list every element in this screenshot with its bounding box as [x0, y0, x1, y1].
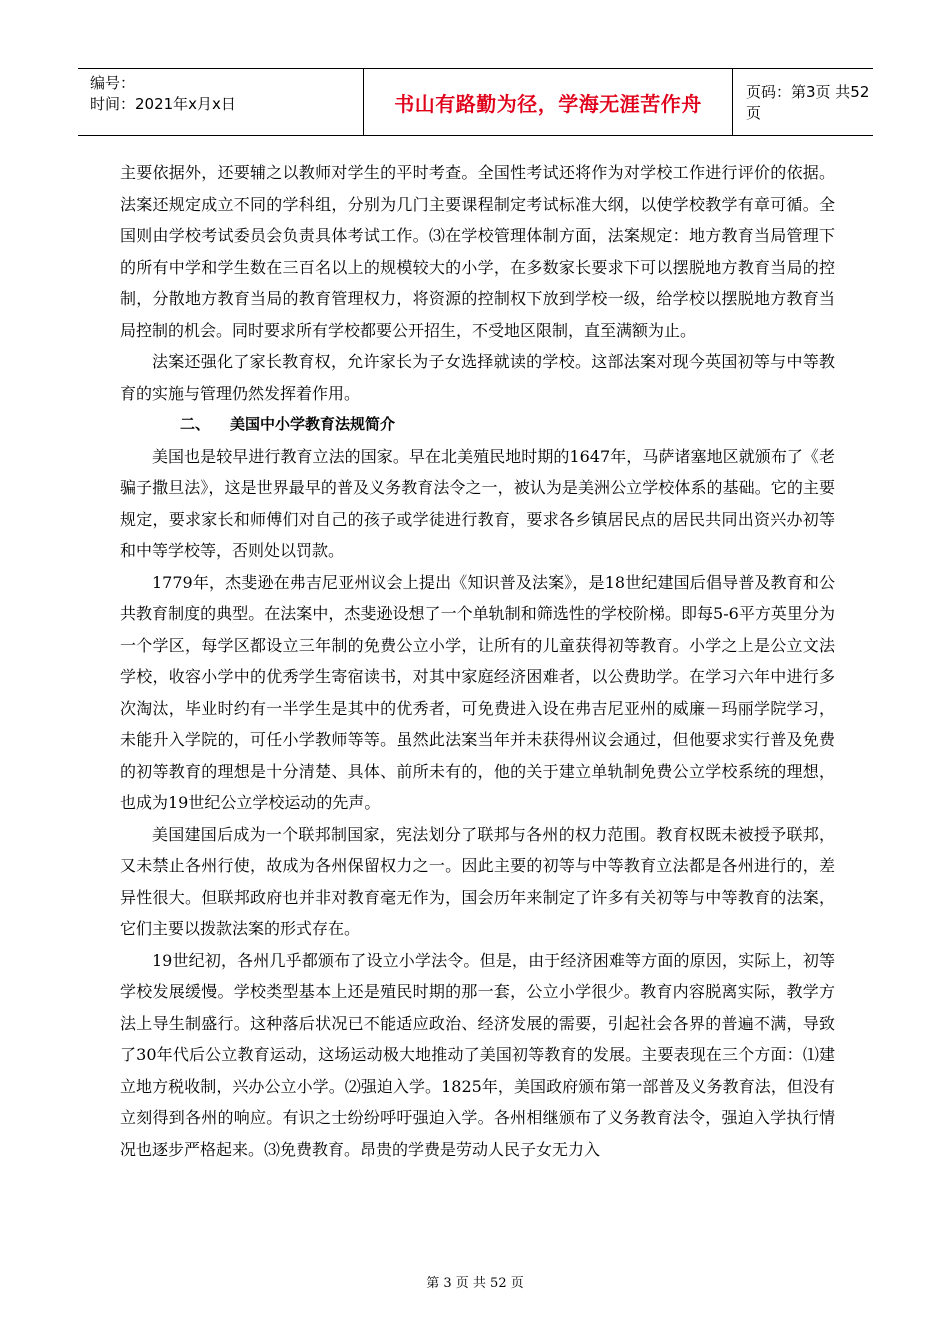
page-footer: 第 3 页 共 52 页 [426, 1276, 524, 1291]
paragraph-5: 美国建国后成为一个联邦制国家，宪法划分了联邦与各州的权力范围。教育权既未被授予联邦，又未禁止各州行使，故成为各州保留权力之一。因此主要的初等与中等教育立法都是各州进行的，差异性很大。但联邦政府也并非对教育毫无作为，国会历年来制定了许多有关初等与中等教育的法案，它们主要以拨款法案的形式存在。 [120, 824, 835, 938]
doc-code-label: 编号： [90, 74, 136, 92]
doc-date: 时间：2021年x月x日 [90, 95, 236, 113]
section-heading [120, 409, 835, 441]
motto-text: 书山有路勤为径，学海无涯苦作舟 [394, 91, 702, 116]
header-motto-cell [363, 69, 733, 135]
paragraph-4: 1779年，杰斐逊在弗吉尼亚州议会上提出《知识普及法案》，是18世纪建国后倡导普及教育和公共教育制度的典型。在法案中，杰斐逊设想了一个单轨制和筛选性的学校阶梯。即每5-6平方英里分为一个学区，每学区都设立三年制的免费公立小学，让所有的儿童获得初等教育。小学之上是公立文法学校，收容小学中的优秀学生寄宿读书，对其中家庭经济困难者，以公费助学。在学习六年中进行多次淘汰，毕业时约有一半学生是其中的优秀者，可免费进入设在弗吉尼亚州的威廉－玛丽学院学习，未能升入学院的，可任小学教师等等。虽然此法案当年并未获得州议会通过，但他要求实行普及免费的初等教育的理想是十分清楚、具体、前所未有的，他的关于建立单轨制免费公立学校系统的理想，也成为19世纪公立学校运动的先声。 [120, 572, 835, 812]
section-heading-number: 二、 [180, 415, 211, 433]
header-left [90, 73, 290, 115]
paragraph-1: 主要依据外，还要辅之以教师对学生的平时考查。全国性考试还将作为对学校工作进行评价的依据。法案还规定成立不同的学科组，分别为几门主要课程制定考试标准大纲，以使学校教学有章可循。全国则由学校考试委员会负责具体考试工作。⑶在学校管理体制方面，法案规定：地方教育当局管理下的所有中学和学生数在三百名以上的规模较大的小学，在多数家长要求下可以摆脱地方教育当局的控制，分散地方教育当局的教育管理权力，将资源的控制权下放到学校一级，给学校以摆脱地方教育当局控制的机会。同时要求所有学校都要公开招生，不受地区限制，直至满额为止。 [120, 163, 835, 340]
paragraph-2: 法案还强化了家长教育权，允许家长为子女选择就读的学校。这部法案对现今英国初等与中等教育的实施与管理仍然发挥着作用。 [120, 352, 835, 403]
header-page-info: 页码：第3页 共52页 [746, 83, 870, 122]
document-body [120, 157, 835, 1165]
paragraph-6: 19世纪初，各州几乎都颁布了设立小学法令。但是，由于经济困难等方面的原因，实际上，初等学校发展缓慢。学校类型基本上还是殖民时期的那一套，公立小学很少。教育内容脱离实际，教学方法上导生制盛行。这种落后状况已不能适应政治、经济发展的需要，引起社会各界的普遍不满，导致了30年代后公立教育运动，这场运动极大地推动了美国初等教育的发展。主要表现在三个方面：⑴建立地方税收制，兴办公立小学。⑵强迫入学。1825年，美国政府颁布第一部普及义务教育法，但没有立刻得到各州的响应。有识之士纷纷呼吁强迫入学。各州相继颁布了义务教育法令，强迫入学执行情况也逐步严格起来。⑶免费教育。昂贵的学费是劳动人民子女无力入 [120, 950, 835, 1159]
paragraph-3: 美国也是较早进行教育立法的国家。早在北美殖民地时期的1647年，马萨诸塞地区就颁布了《老骗子撒旦法》，这是世界最早的普及义务教育法令之一，被认为是美洲公立学校体系的基础。它的主要规定，要求家长和师傅们对自己的孩子或学徒进行教育，要求各乡镇居民点的居民共同出资兴办初等和中等学校等，否则处以罚款。 [120, 446, 835, 560]
page-header [78, 68, 873, 136]
section-heading-text: 美国中小学教育法规简介 [230, 415, 396, 433]
